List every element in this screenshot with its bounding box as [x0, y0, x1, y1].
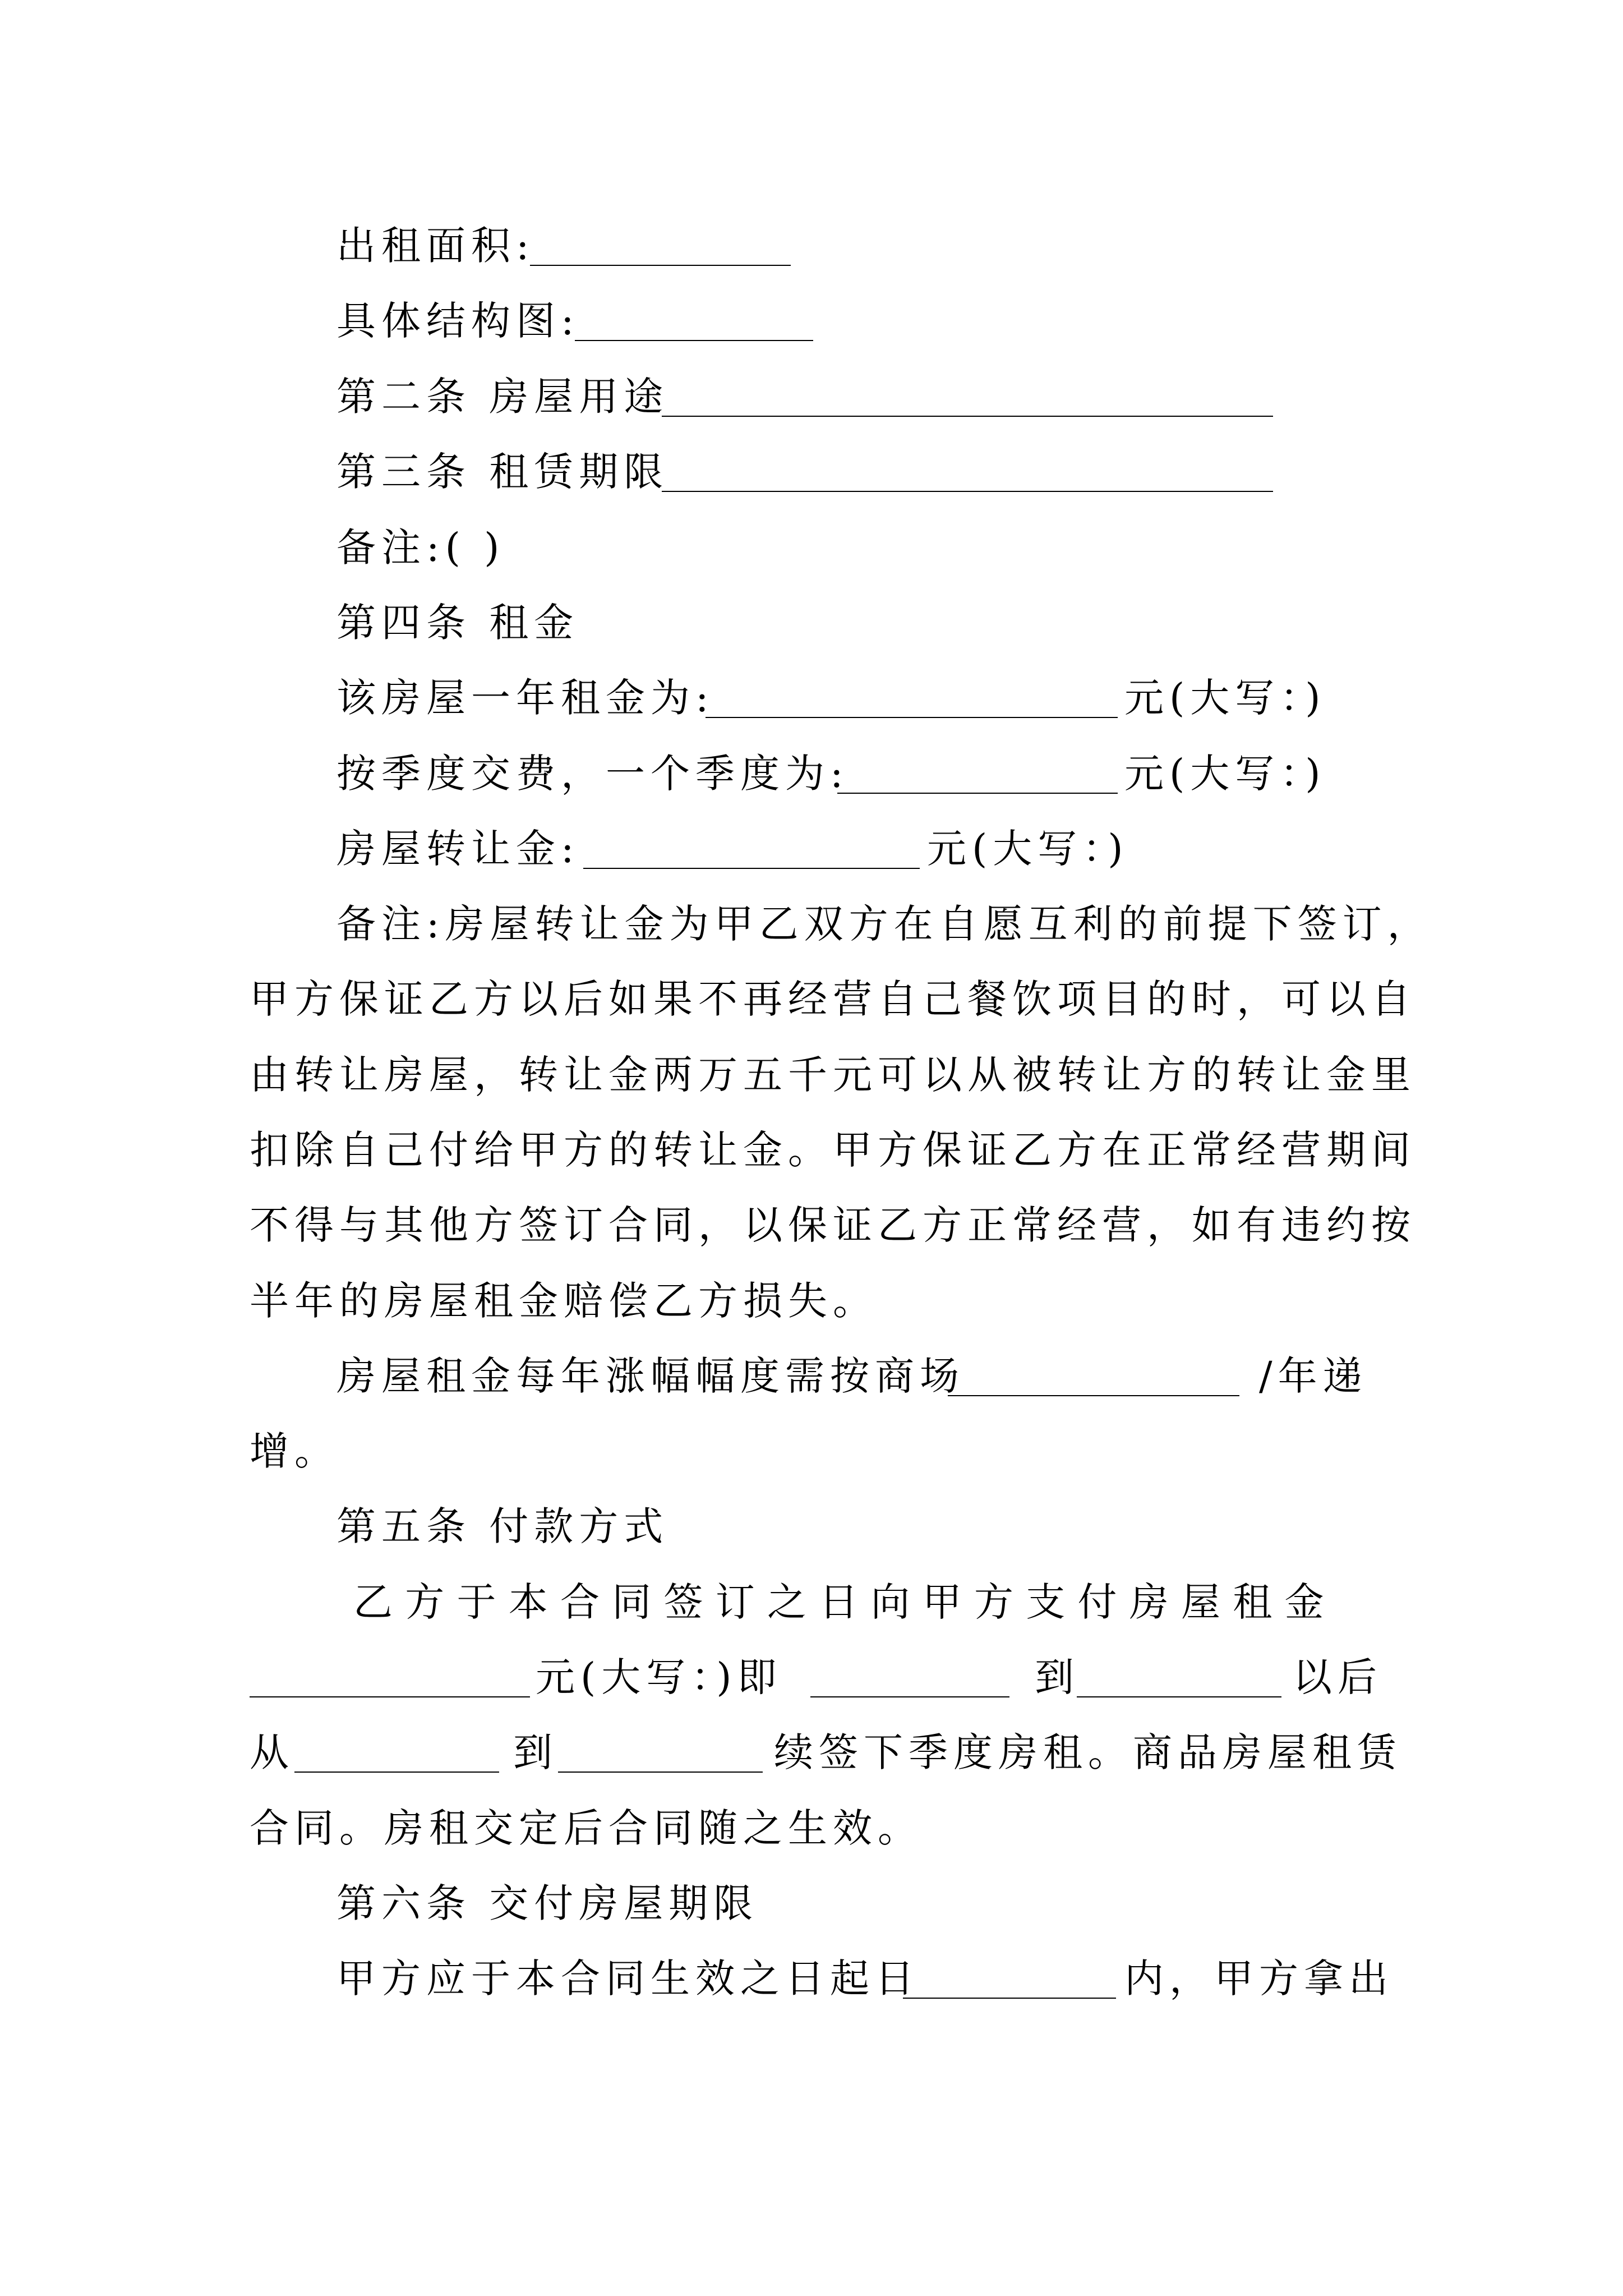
- paragraph-text: /年递: [1259, 1353, 1368, 1399]
- fill-in-blank: [530, 265, 791, 266]
- paragraph-text: 增。: [250, 1428, 339, 1474]
- field-label: 按季度交费，一个季度为:: [336, 751, 849, 797]
- paragraph-text: 到: [513, 1729, 558, 1775]
- fill-in-blank: [294, 1772, 499, 1773]
- paragraph-text: 由转让房屋，转让金两万五千元可以从被转让方的转让金里: [250, 1052, 1416, 1098]
- fill-in-blank: [837, 793, 1118, 794]
- article-heading: 第五条 付款方式: [336, 1503, 669, 1549]
- article-heading: 第二条 房屋用途: [336, 374, 669, 420]
- paragraph-text: 内，甲方拿出: [1124, 1955, 1394, 2001]
- article-heading: 第三条 租赁期限: [336, 449, 669, 495]
- field-label: 具体结构图:: [336, 298, 580, 344]
- paragraph-text: 甲方保证乙方以后如果不再经营自己餐饮项目的时，可以自: [250, 976, 1416, 1022]
- paragraph-text: 到: [1035, 1654, 1080, 1700]
- fill-in-blank: [662, 416, 1273, 417]
- fill-in-blank: [810, 1696, 1009, 1697]
- paragraph-text: 合同。房租交定后合同随之生效。: [250, 1805, 923, 1851]
- field-label: 该房屋一年租金为:: [336, 675, 714, 721]
- amount-suffix: 元(大写：): [1124, 751, 1326, 797]
- fill-in-blank: [662, 491, 1273, 492]
- paragraph-text: 续签下季度房租。商品房屋租赁: [774, 1729, 1402, 1775]
- fill-in-blank: [706, 717, 1118, 718]
- paragraph-text: 从: [250, 1729, 294, 1775]
- remark-text: 备注:( ): [336, 524, 505, 570]
- amount-suffix: 元(大写：): [927, 826, 1129, 872]
- article-heading: 第六条 交付房屋期限: [336, 1880, 759, 1926]
- paragraph-text: 备注:房屋转让金为甲乙双方在自愿互利的前提下签订，: [336, 901, 1432, 947]
- field-label: 出租面积:: [336, 223, 535, 269]
- paragraph-text: 元(大写：)即: [536, 1654, 782, 1700]
- fill-in-blank: [948, 1395, 1239, 1396]
- article-heading: 第四条 租金: [336, 600, 579, 646]
- fill-in-blank: [1077, 1696, 1281, 1697]
- paragraph-text: 不得与其他方签订合同，以保证乙方正常经营，如有违约按: [250, 1202, 1416, 1248]
- fill-in-blank: [575, 340, 813, 341]
- paragraph-text: 乙 方 于 本 合 同 签 订 之 日 向 甲 方 支 付 房 屋 租 金: [353, 1579, 1324, 1625]
- paragraph-text: 半年的房屋租金赔偿乙方损失。: [250, 1278, 878, 1324]
- fill-in-blank: [558, 1772, 763, 1773]
- paragraph-text: 甲方应于本合同生效之日起日: [336, 1955, 920, 2001]
- paragraph-text: 房屋租金每年涨幅幅度需按商场: [336, 1353, 965, 1399]
- amount-suffix: 元(大写：): [1124, 675, 1326, 721]
- fill-in-blank: [583, 868, 920, 869]
- paragraph-text: 以后: [1293, 1654, 1382, 1700]
- fill-in-blank: [903, 1998, 1116, 1999]
- field-label: 房屋转让金:: [336, 826, 580, 872]
- fill-in-blank: [250, 1696, 530, 1697]
- paragraph-text: 扣除自己付给甲方的转让金。甲方保证乙方在正常经营期间: [250, 1127, 1416, 1173]
